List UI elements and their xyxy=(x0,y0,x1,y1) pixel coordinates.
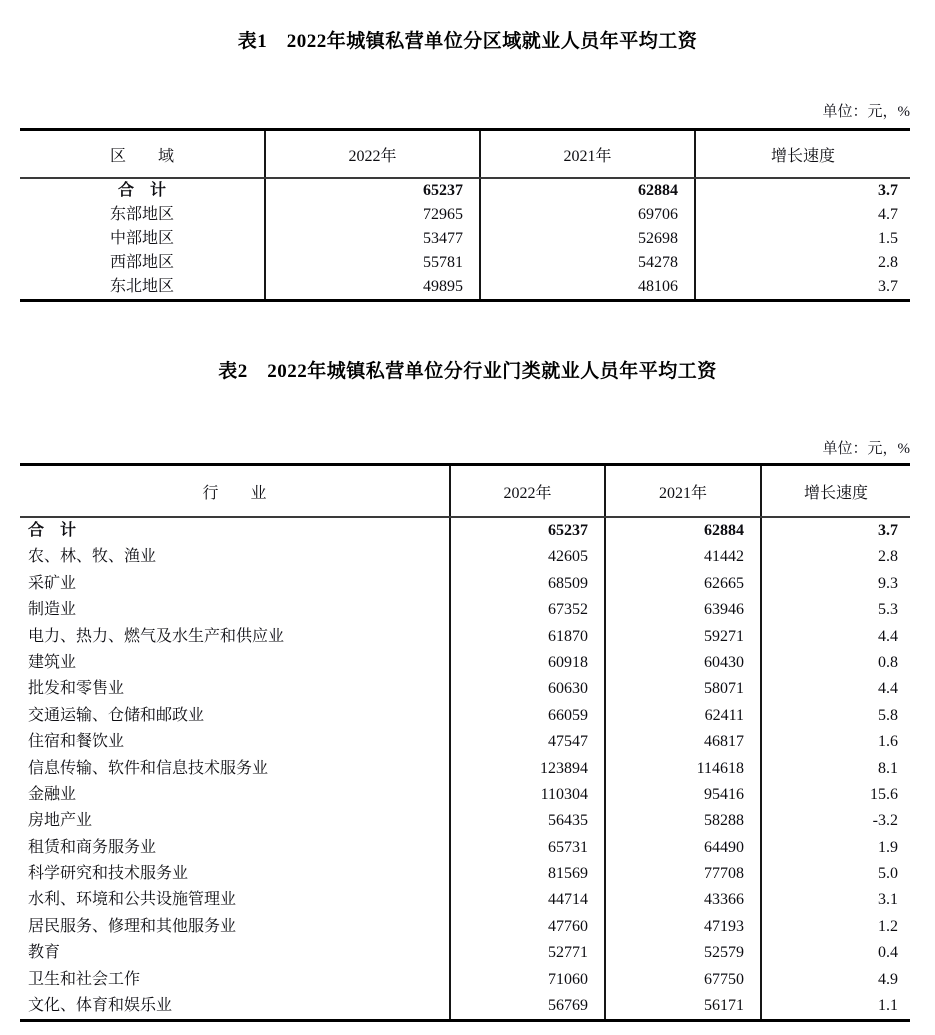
table2-header-2022: 2022年 xyxy=(450,465,605,518)
value-growth: 4.7 xyxy=(878,205,898,223)
value-growth: 1.9 xyxy=(878,838,898,856)
value-growth: 2.8 xyxy=(878,548,898,566)
value-2021: 69706 xyxy=(480,203,695,227)
row-label: 东北地区 xyxy=(20,275,265,301)
row-label: 住宿和餐饮业 xyxy=(20,729,450,755)
value-2022: 47547 xyxy=(450,729,605,755)
value-2022: 60918 xyxy=(450,650,605,676)
value-2021: 59271 xyxy=(605,624,761,650)
table-row xyxy=(20,676,910,702)
value-growth: 3.1 xyxy=(878,891,898,909)
value-2022: 56435 xyxy=(450,808,605,834)
table-row xyxy=(20,914,910,940)
table-row xyxy=(20,178,910,203)
table-row xyxy=(20,571,910,597)
row-label: 科学研究和技术服务业 xyxy=(20,861,450,887)
value-growth: 1.1 xyxy=(878,997,898,1015)
table1-header-row xyxy=(20,130,910,179)
value-growth: 15.6 xyxy=(870,785,898,803)
row-label: 东部地区 xyxy=(20,203,265,227)
table1-body xyxy=(20,178,910,301)
table-row xyxy=(20,940,910,966)
value-growth: 1.5 xyxy=(878,229,898,247)
row-label: 电力、热力、燃气及水生产和供应业 xyxy=(20,624,450,650)
value-2022: 56769 xyxy=(450,993,605,1021)
table-row xyxy=(20,227,910,251)
value-2021: 58288 xyxy=(605,808,761,834)
value-2022: 123894 xyxy=(450,756,605,782)
row-label: 教育 xyxy=(20,940,450,966)
table-row xyxy=(20,544,910,570)
row-label: 房地产业 xyxy=(20,808,450,834)
table2-header-industry: 行 业 xyxy=(20,465,450,518)
value-2022: 44714 xyxy=(450,887,605,913)
value-growth: 4.4 xyxy=(878,627,898,645)
value-2021: 56171 xyxy=(605,993,761,1021)
value-2021: 63946 xyxy=(605,597,761,623)
value-growth: 3.7 xyxy=(878,181,898,199)
value-2022: 52771 xyxy=(450,940,605,966)
value-2021: 64490 xyxy=(605,835,761,861)
value-2021: 62884 xyxy=(605,517,761,544)
value-2022: 53477 xyxy=(265,227,480,251)
row-label: 居民服务、修理和其他服务业 xyxy=(20,914,450,940)
value-2021: 95416 xyxy=(605,782,761,808)
table1-header-2021: 2021年 xyxy=(480,130,695,179)
table-row xyxy=(20,251,910,275)
row-label: 交通运输、仓储和邮政业 xyxy=(20,703,450,729)
table-row xyxy=(20,993,910,1021)
value-growth: 2.8 xyxy=(878,253,898,271)
value-2022: 65237 xyxy=(265,178,480,203)
row-label: 中部地区 xyxy=(20,227,265,251)
table2-header-2021: 2021年 xyxy=(605,465,761,518)
row-label: 建筑业 xyxy=(20,650,450,676)
value-2022: 71060 xyxy=(450,967,605,993)
row-label: 批发和零售业 xyxy=(20,676,450,702)
value-2022: 72965 xyxy=(265,203,480,227)
table-row xyxy=(20,808,910,834)
table-row xyxy=(20,517,910,544)
row-label: 制造业 xyxy=(20,597,450,623)
value-2021: 54278 xyxy=(480,251,695,275)
table-row xyxy=(20,861,910,887)
row-label: 采矿业 xyxy=(20,571,450,597)
value-2022: 42605 xyxy=(450,544,605,570)
row-label: 卫生和社会工作 xyxy=(20,967,450,993)
row-label: 农、林、牧、渔业 xyxy=(20,544,450,570)
value-growth: 5.0 xyxy=(878,865,898,883)
value-growth: 5.8 xyxy=(878,706,898,724)
row-label: 文化、体育和娱乐业 xyxy=(20,993,450,1021)
value-growth: -3.2 xyxy=(872,812,898,830)
table2-body xyxy=(20,517,910,1021)
value-growth: 9.3 xyxy=(878,574,898,592)
table-row xyxy=(20,203,910,227)
value-2021: 62665 xyxy=(605,571,761,597)
value-2021: 114618 xyxy=(605,756,761,782)
table-row xyxy=(20,650,910,676)
table2-title: 表2 2022年城镇私营单位分行业门类就业人员年平均工资 xyxy=(218,361,717,382)
table1-title: 表1 2022年城镇私营单位分区域就业人员年平均工资 xyxy=(237,31,698,52)
table2-unit-label: 单位：元，% xyxy=(822,441,910,457)
value-2022: 47760 xyxy=(450,914,605,940)
value-2021: 60430 xyxy=(605,650,761,676)
value-growth: 0.8 xyxy=(878,653,898,671)
table-row xyxy=(20,887,910,913)
value-2022: 61870 xyxy=(450,624,605,650)
value-2021: 62411 xyxy=(605,703,761,729)
row-label: 合 计 xyxy=(20,178,265,203)
value-2022: 55781 xyxy=(265,251,480,275)
value-2022: 81569 xyxy=(450,861,605,887)
value-growth: 4.4 xyxy=(878,680,898,698)
row-label: 信息传输、软件和信息技术服务业 xyxy=(20,756,450,782)
table-row xyxy=(20,782,910,808)
value-2021: 52698 xyxy=(480,227,695,251)
table-row xyxy=(20,624,910,650)
table2-header-row xyxy=(20,465,910,518)
table1-region-wages xyxy=(20,128,910,302)
value-growth: 5.3 xyxy=(878,601,898,619)
row-label: 租赁和商务服务业 xyxy=(20,835,450,861)
value-2021: 41442 xyxy=(605,544,761,570)
table-row xyxy=(20,756,910,782)
table-row xyxy=(20,835,910,861)
value-2021: 43366 xyxy=(605,887,761,913)
value-2022: 65237 xyxy=(450,517,605,544)
table1-header-growth: 增长速度 xyxy=(695,130,910,179)
value-2022: 68509 xyxy=(450,571,605,597)
value-growth: 8.1 xyxy=(878,759,898,777)
table2-header-growth: 增长速度 xyxy=(761,465,910,518)
value-2022: 66059 xyxy=(450,703,605,729)
row-label: 西部地区 xyxy=(20,251,265,275)
table-row xyxy=(20,275,910,301)
value-2022: 60630 xyxy=(450,676,605,702)
value-growth: 1.6 xyxy=(878,733,898,751)
value-2022: 67352 xyxy=(450,597,605,623)
row-label: 合 计 xyxy=(20,517,450,544)
value-2022: 110304 xyxy=(450,782,605,808)
value-2021: 58071 xyxy=(605,676,761,702)
value-2022: 49895 xyxy=(265,275,480,301)
value-growth: 4.9 xyxy=(878,970,898,988)
table-row xyxy=(20,597,910,623)
value-2022: 65731 xyxy=(450,835,605,861)
value-2021: 47193 xyxy=(605,914,761,940)
table-row xyxy=(20,703,910,729)
table1-header-region: 区 域 xyxy=(20,130,265,179)
table-row xyxy=(20,967,910,993)
table1-header-2022: 2022年 xyxy=(265,130,480,179)
value-2021: 62884 xyxy=(480,178,695,203)
value-2021: 52579 xyxy=(605,940,761,966)
value-growth: 3.7 xyxy=(878,277,898,295)
value-2021: 77708 xyxy=(605,861,761,887)
row-label: 金融业 xyxy=(20,782,450,808)
value-growth: 1.2 xyxy=(878,917,898,935)
table1-unit-label: 单位：元，% xyxy=(822,104,910,120)
table2-industry-wages xyxy=(20,463,910,1022)
value-2021: 67750 xyxy=(605,967,761,993)
value-2021: 46817 xyxy=(605,729,761,755)
value-2021: 48106 xyxy=(480,275,695,301)
table-row xyxy=(20,729,910,755)
row-label: 水利、环境和公共设施管理业 xyxy=(20,887,450,913)
value-growth: 0.4 xyxy=(878,944,898,962)
value-growth: 3.7 xyxy=(878,522,898,539)
